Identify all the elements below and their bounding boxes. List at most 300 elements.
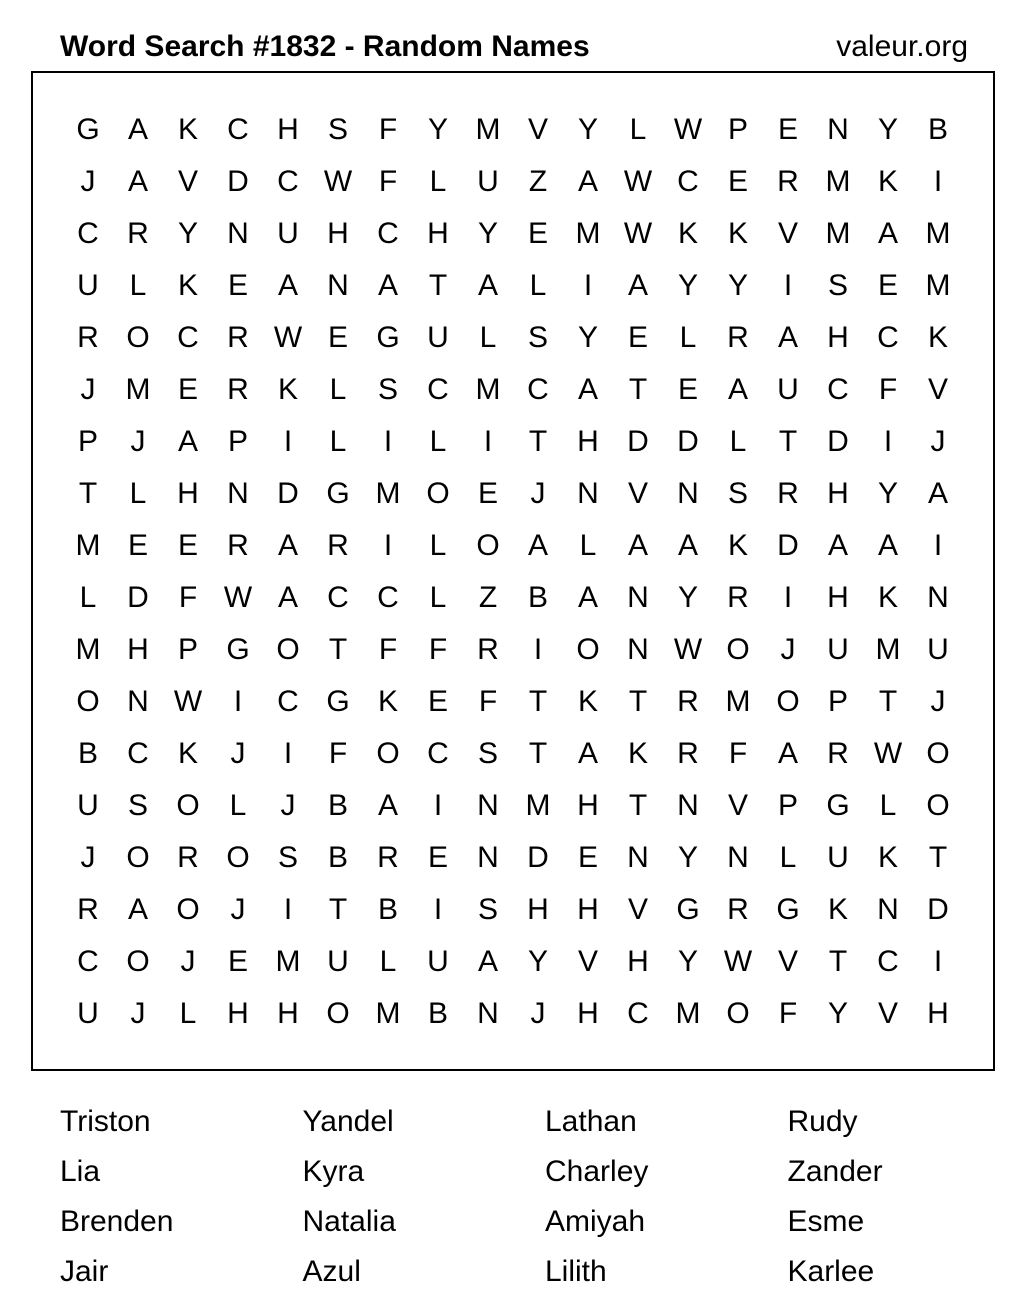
grid-letter[interactable]: I xyxy=(933,529,943,562)
grid-letter[interactable]: R xyxy=(727,893,749,926)
grid-letter[interactable]: A xyxy=(377,269,398,302)
grid-letter[interactable]: W xyxy=(273,321,303,354)
grid-letter[interactable]: I xyxy=(283,425,293,458)
grid-letter[interactable]: K xyxy=(877,841,898,874)
grid-letter[interactable]: N xyxy=(227,477,249,510)
grid-letter[interactable]: L xyxy=(229,789,247,822)
grid-letter[interactable]: M xyxy=(375,477,401,510)
grid-letter[interactable]: A xyxy=(277,269,298,302)
grid-letter[interactable]: L xyxy=(679,321,697,354)
grid-letter[interactable]: J xyxy=(930,685,946,718)
grid-letter[interactable]: L xyxy=(629,113,647,146)
grid-letter[interactable]: J xyxy=(80,841,96,874)
grid-letter[interactable]: L xyxy=(529,269,547,302)
grid-letter[interactable]: S xyxy=(127,789,148,822)
grid-letter[interactable]: O xyxy=(376,737,400,770)
grid-letter[interactable]: O xyxy=(776,685,800,718)
grid-letter[interactable]: M xyxy=(575,217,601,250)
grid-letter[interactable]: B xyxy=(77,737,98,770)
grid-letter[interactable]: V xyxy=(627,477,648,510)
grid-letter[interactable]: H xyxy=(127,633,149,666)
grid-letter[interactable]: C xyxy=(177,321,199,354)
grid-letter[interactable]: J xyxy=(780,633,796,666)
grid-letter[interactable]: H xyxy=(527,893,549,926)
grid-letter[interactable]: L xyxy=(579,529,597,562)
grid-letter[interactable]: Y xyxy=(727,269,748,302)
grid-letter[interactable]: N xyxy=(327,269,349,302)
grid-letter[interactable]: I xyxy=(933,165,943,198)
grid-letter[interactable]: L xyxy=(429,425,447,458)
grid-letter[interactable]: L xyxy=(329,373,347,406)
grid-letter[interactable]: Y xyxy=(827,997,848,1030)
grid-letter[interactable]: J xyxy=(180,945,196,978)
grid-letter[interactable]: A xyxy=(827,529,848,562)
grid-letter[interactable]: O xyxy=(176,893,200,926)
grid-letter[interactable]: T xyxy=(628,373,648,406)
grid-letter[interactable]: I xyxy=(383,425,393,458)
grid-letter[interactable]: A xyxy=(127,165,148,198)
grid-letter[interactable]: H xyxy=(627,945,649,978)
grid-letter[interactable]: Y xyxy=(527,945,548,978)
grid-letter[interactable]: H xyxy=(277,113,299,146)
grid-letter[interactable]: J xyxy=(230,737,246,770)
grid-letter[interactable]: C xyxy=(427,373,449,406)
grid-letter[interactable]: M xyxy=(925,269,951,302)
grid-letter[interactable]: L xyxy=(779,841,797,874)
grid-letter[interactable]: V xyxy=(727,789,748,822)
grid-letter[interactable]: C xyxy=(327,581,349,614)
grid-letter[interactable]: M xyxy=(275,945,301,978)
grid-letter[interactable]: I xyxy=(783,269,793,302)
grid-letter[interactable]: E xyxy=(477,477,498,510)
grid-letter[interactable]: O xyxy=(326,997,350,1030)
grid-letter[interactable]: E xyxy=(777,113,798,146)
grid-letter[interactable]: Y xyxy=(677,841,698,874)
grid-letter[interactable]: K xyxy=(577,685,598,718)
grid-letter[interactable]: E xyxy=(527,217,548,250)
grid-letter[interactable]: T xyxy=(328,633,348,666)
grid-letter[interactable]: N xyxy=(677,789,699,822)
grid-letter[interactable]: H xyxy=(327,217,349,250)
grid-letter[interactable]: Z xyxy=(528,165,548,198)
grid-letter[interactable]: C xyxy=(677,165,699,198)
grid-letter[interactable]: L xyxy=(129,269,147,302)
grid-letter[interactable]: O xyxy=(926,789,950,822)
grid-letter[interactable]: U xyxy=(77,269,99,302)
grid-letter[interactable]: K xyxy=(877,165,898,198)
grid-letter[interactable]: A xyxy=(477,269,498,302)
grid-letter[interactable]: V xyxy=(527,113,548,146)
grid-letter[interactable]: M xyxy=(375,997,401,1030)
grid-letter[interactable]: W xyxy=(323,165,353,198)
grid-letter[interactable]: F xyxy=(378,165,398,198)
grid-letter[interactable]: A xyxy=(677,529,698,562)
grid-letter[interactable]: L xyxy=(429,581,447,614)
grid-letter[interactable]: B xyxy=(527,581,548,614)
grid-letter[interactable]: H xyxy=(827,321,849,354)
grid-letter[interactable]: J xyxy=(130,425,146,458)
grid-letter[interactable]: R xyxy=(377,841,399,874)
grid-letter[interactable]: N xyxy=(627,841,649,874)
grid-letter[interactable]: W xyxy=(673,633,703,666)
grid-letter[interactable]: H xyxy=(177,477,199,510)
grid-letter[interactable]: H xyxy=(577,997,599,1030)
grid-letter[interactable]: J xyxy=(280,789,296,822)
grid-letter[interactable]: C xyxy=(377,581,399,614)
grid-letter[interactable]: G xyxy=(326,685,350,718)
grid-letter[interactable]: Z xyxy=(478,581,498,614)
grid-letter[interactable]: T xyxy=(528,737,548,770)
grid-letter[interactable]: S xyxy=(477,893,498,926)
grid-letter[interactable]: E xyxy=(427,685,448,718)
grid-letter[interactable]: M xyxy=(925,217,951,250)
grid-letter[interactable]: N xyxy=(827,113,849,146)
grid-letter[interactable]: R xyxy=(127,217,149,250)
grid-letter[interactable]: E xyxy=(677,373,698,406)
grid-letter[interactable]: F xyxy=(778,997,798,1030)
grid-letter[interactable]: M xyxy=(675,997,701,1030)
grid-letter[interactable]: E xyxy=(127,529,148,562)
grid-letter[interactable]: E xyxy=(227,269,248,302)
grid-letter[interactable]: O xyxy=(426,477,450,510)
grid-letter[interactable]: D xyxy=(127,581,149,614)
grid-letter[interactable]: T xyxy=(778,425,798,458)
grid-letter[interactable]: F xyxy=(728,737,748,770)
grid-letter[interactable]: T xyxy=(828,945,848,978)
grid-letter[interactable]: S xyxy=(527,321,548,354)
grid-letter[interactable]: V xyxy=(577,945,598,978)
grid-letter[interactable]: U xyxy=(277,217,299,250)
grid-letter[interactable]: U xyxy=(777,373,799,406)
grid-letter[interactable]: A xyxy=(777,737,798,770)
grid-letter[interactable]: S xyxy=(727,477,748,510)
grid-letter[interactable]: O xyxy=(276,633,300,666)
grid-letter[interactable]: N xyxy=(727,841,749,874)
grid-letter[interactable]: D xyxy=(777,529,799,562)
grid-letter[interactable]: C xyxy=(527,373,549,406)
grid-letter[interactable]: I xyxy=(933,945,943,978)
grid-letter[interactable]: I xyxy=(283,737,293,770)
grid-letter[interactable]: I xyxy=(883,425,893,458)
grid-letter[interactable]: F xyxy=(478,685,498,718)
grid-letter[interactable]: U xyxy=(77,789,99,822)
grid-letter[interactable]: U xyxy=(77,997,99,1030)
grid-letter[interactable]: T xyxy=(428,269,448,302)
grid-letter[interactable]: A xyxy=(177,425,198,458)
grid-letter[interactable]: O xyxy=(726,997,750,1030)
grid-letter[interactable]: D xyxy=(227,165,249,198)
grid-letter[interactable]: A xyxy=(277,581,298,614)
grid-letter[interactable]: K xyxy=(377,685,398,718)
grid-letter[interactable]: H xyxy=(227,997,249,1030)
grid-letter[interactable]: K xyxy=(177,113,198,146)
grid-letter[interactable]: R xyxy=(227,321,249,354)
grid-letter[interactable]: O xyxy=(926,737,950,770)
grid-letter[interactable]: D xyxy=(927,893,949,926)
grid-letter[interactable]: E xyxy=(877,269,898,302)
grid-letter[interactable]: G xyxy=(326,477,350,510)
grid-letter[interactable]: N xyxy=(477,841,499,874)
grid-letter[interactable]: F xyxy=(178,581,198,614)
grid-letter[interactable]: E xyxy=(577,841,598,874)
grid-letter[interactable]: V xyxy=(777,945,798,978)
grid-letter[interactable]: A xyxy=(277,529,298,562)
grid-letter[interactable]: B xyxy=(427,997,448,1030)
grid-letter[interactable]: M xyxy=(75,529,101,562)
grid-letter[interactable]: Y xyxy=(677,269,698,302)
grid-letter[interactable]: E xyxy=(427,841,448,874)
grid-letter[interactable]: N xyxy=(627,633,649,666)
grid-letter[interactable]: H xyxy=(827,581,849,614)
grid-letter[interactable]: K xyxy=(727,529,748,562)
grid-letter[interactable]: J xyxy=(530,997,546,1030)
grid-letter[interactable]: A xyxy=(477,945,498,978)
grid-letter[interactable]: C xyxy=(127,737,149,770)
grid-letter[interactable]: J xyxy=(930,425,946,458)
grid-letter[interactable]: O xyxy=(226,841,250,874)
grid-letter[interactable]: N xyxy=(477,997,499,1030)
grid-letter[interactable]: E xyxy=(327,321,348,354)
grid-letter[interactable]: L xyxy=(379,945,397,978)
grid-letter[interactable]: R xyxy=(77,893,99,926)
grid-letter[interactable]: K xyxy=(877,581,898,614)
grid-letter[interactable]: M xyxy=(825,217,851,250)
grid-letter[interactable]: L xyxy=(79,581,97,614)
grid-letter[interactable]: R xyxy=(777,165,799,198)
grid-letter[interactable]: K xyxy=(727,217,748,250)
grid-letter[interactable]: R xyxy=(677,685,699,718)
grid-letter[interactable]: D xyxy=(677,425,699,458)
grid-letter[interactable]: J xyxy=(80,165,96,198)
grid-letter[interactable]: I xyxy=(383,529,393,562)
grid-letter[interactable]: C xyxy=(827,373,849,406)
grid-letter[interactable]: M xyxy=(875,633,901,666)
grid-letter[interactable]: I xyxy=(783,581,793,614)
grid-letter[interactable]: S xyxy=(327,113,348,146)
grid-letter[interactable]: H xyxy=(577,789,599,822)
grid-letter[interactable]: J xyxy=(530,477,546,510)
grid-letter[interactable]: L xyxy=(429,165,447,198)
grid-letter[interactable]: I xyxy=(283,893,293,926)
grid-letter[interactable]: R xyxy=(777,477,799,510)
grid-letter[interactable]: A xyxy=(577,165,598,198)
grid-letter[interactable]: S xyxy=(477,737,498,770)
grid-letter[interactable]: R xyxy=(327,529,349,562)
grid-letter[interactable]: N xyxy=(577,477,599,510)
grid-letter[interactable]: F xyxy=(328,737,348,770)
grid-letter[interactable]: C xyxy=(427,737,449,770)
grid-letter[interactable]: O xyxy=(176,789,200,822)
grid-letter[interactable]: O xyxy=(476,529,500,562)
grid-letter[interactable]: W xyxy=(723,945,753,978)
grid-letter[interactable]: C xyxy=(227,113,249,146)
grid-letter[interactable]: O xyxy=(126,321,150,354)
grid-letter[interactable]: W xyxy=(173,685,203,718)
grid-letter[interactable]: R xyxy=(77,321,99,354)
grid-letter[interactable]: Y xyxy=(577,113,598,146)
grid-letter[interactable]: J xyxy=(80,373,96,406)
grid-letter[interactable]: H xyxy=(827,477,849,510)
grid-letter[interactable]: I xyxy=(483,425,493,458)
grid-letter[interactable]: A xyxy=(127,113,148,146)
grid-letter[interactable]: D xyxy=(527,841,549,874)
grid-letter[interactable]: A xyxy=(527,529,548,562)
grid-letter[interactable]: F xyxy=(378,633,398,666)
grid-letter[interactable]: A xyxy=(127,893,148,926)
grid-letter[interactable]: M xyxy=(725,685,751,718)
grid-letter[interactable]: I xyxy=(433,789,443,822)
grid-letter[interactable]: K xyxy=(177,737,198,770)
grid-letter[interactable]: N xyxy=(127,685,149,718)
grid-letter[interactable]: R xyxy=(827,737,849,770)
grid-letter[interactable]: H xyxy=(577,893,599,926)
grid-letter[interactable]: G xyxy=(76,113,100,146)
grid-letter[interactable]: O xyxy=(126,945,150,978)
grid-letter[interactable]: I xyxy=(433,893,443,926)
grid-letter[interactable]: D xyxy=(627,425,649,458)
grid-letter[interactable]: A xyxy=(727,373,748,406)
grid-letter[interactable]: T xyxy=(628,685,648,718)
grid-letter[interactable]: U xyxy=(827,633,849,666)
grid-letter[interactable]: Y xyxy=(427,113,448,146)
grid-letter[interactable]: O xyxy=(726,633,750,666)
grid-letter[interactable]: U xyxy=(927,633,949,666)
grid-letter[interactable]: C xyxy=(377,217,399,250)
grid-letter[interactable]: H xyxy=(277,997,299,1030)
grid-letter[interactable]: W xyxy=(623,165,653,198)
grid-letter[interactable]: F xyxy=(428,633,448,666)
grid-letter[interactable]: M xyxy=(525,789,551,822)
grid-letter[interactable]: R xyxy=(727,581,749,614)
grid-letter[interactable]: P xyxy=(227,425,248,458)
grid-letter[interactable]: L xyxy=(429,529,447,562)
grid-letter[interactable]: A xyxy=(577,373,598,406)
grid-letter[interactable]: S xyxy=(827,269,848,302)
grid-letter[interactable]: N xyxy=(627,581,649,614)
grid-letter[interactable]: T xyxy=(528,685,548,718)
grid-letter[interactable]: G xyxy=(826,789,850,822)
grid-letter[interactable]: J xyxy=(230,893,246,926)
grid-letter[interactable]: D xyxy=(827,425,849,458)
grid-letter[interactable]: C xyxy=(627,997,649,1030)
grid-letter[interactable]: U xyxy=(327,945,349,978)
grid-letter[interactable]: Y xyxy=(677,581,698,614)
grid-letter[interactable]: K xyxy=(927,321,948,354)
grid-letter[interactable]: N xyxy=(677,477,699,510)
grid-letter[interactable]: L xyxy=(479,321,497,354)
grid-letter[interactable]: A xyxy=(777,321,798,354)
grid-letter[interactable]: N xyxy=(227,217,249,250)
grid-letter[interactable]: O xyxy=(576,633,600,666)
grid-letter[interactable]: D xyxy=(277,477,299,510)
grid-letter[interactable]: K xyxy=(177,269,198,302)
grid-letter[interactable]: I xyxy=(233,685,243,718)
grid-letter[interactable]: J xyxy=(130,997,146,1030)
grid-letter[interactable]: M xyxy=(475,113,501,146)
grid-letter[interactable]: L xyxy=(179,997,197,1030)
grid-letter[interactable]: F xyxy=(378,113,398,146)
grid-letter[interactable]: T xyxy=(328,893,348,926)
grid-letter[interactable]: P xyxy=(77,425,98,458)
grid-letter[interactable]: V xyxy=(627,893,648,926)
grid-letter[interactable]: K xyxy=(627,737,648,770)
grid-letter[interactable]: K xyxy=(277,373,298,406)
grid-letter[interactable]: E xyxy=(177,373,198,406)
grid-letter[interactable]: W xyxy=(623,217,653,250)
grid-letter[interactable]: G xyxy=(376,321,400,354)
grid-letter[interactable]: L xyxy=(879,789,897,822)
grid-letter[interactable]: I xyxy=(583,269,593,302)
grid-letter[interactable]: S xyxy=(377,373,398,406)
grid-letter[interactable]: K xyxy=(677,217,698,250)
grid-letter[interactable]: H xyxy=(927,997,949,1030)
grid-letter[interactable]: V xyxy=(177,165,198,198)
grid-letter[interactable]: A xyxy=(577,581,598,614)
grid-letter[interactable]: Y xyxy=(877,477,898,510)
grid-letter[interactable]: C xyxy=(277,685,299,718)
grid-letter[interactable]: Y xyxy=(877,113,898,146)
grid-letter[interactable]: H xyxy=(427,217,449,250)
grid-letter[interactable]: W xyxy=(873,737,903,770)
grid-letter[interactable]: B xyxy=(327,789,348,822)
grid-letter[interactable]: I xyxy=(533,633,543,666)
grid-letter[interactable]: G xyxy=(676,893,700,926)
grid-letter[interactable]: R xyxy=(177,841,199,874)
grid-letter[interactable]: R xyxy=(227,373,249,406)
grid-letter[interactable]: C xyxy=(877,321,899,354)
grid-letter[interactable]: A xyxy=(627,269,648,302)
grid-letter[interactable]: A xyxy=(877,217,898,250)
grid-letter[interactable]: U xyxy=(827,841,849,874)
grid-letter[interactable]: N xyxy=(927,581,949,614)
grid-letter[interactable]: G xyxy=(226,633,250,666)
grid-letter[interactable]: L xyxy=(129,477,147,510)
grid-letter[interactable]: M xyxy=(475,373,501,406)
grid-letter[interactable]: W xyxy=(223,581,253,614)
grid-letter[interactable]: M xyxy=(75,633,101,666)
grid-letter[interactable]: T xyxy=(528,425,548,458)
grid-letter[interactable]: B xyxy=(377,893,398,926)
grid-letter[interactable]: U xyxy=(427,321,449,354)
grid-letter[interactable]: P xyxy=(827,685,848,718)
grid-letter[interactable]: O xyxy=(76,685,100,718)
grid-letter[interactable]: V xyxy=(927,373,948,406)
grid-letter[interactable]: S xyxy=(277,841,298,874)
grid-letter[interactable]: U xyxy=(427,945,449,978)
grid-letter[interactable]: A xyxy=(627,529,648,562)
grid-letter[interactable]: G xyxy=(776,893,800,926)
grid-letter[interactable]: M xyxy=(125,373,151,406)
grid-letter[interactable]: P xyxy=(177,633,198,666)
grid-letter[interactable]: T xyxy=(928,841,948,874)
grid-letter[interactable]: N xyxy=(877,893,899,926)
grid-letter[interactable]: V xyxy=(777,217,798,250)
grid-letter[interactable]: C xyxy=(277,165,299,198)
grid-letter[interactable]: A xyxy=(877,529,898,562)
grid-letter[interactable]: P xyxy=(727,113,748,146)
grid-letter[interactable]: A xyxy=(377,789,398,822)
grid-letter[interactable]: U xyxy=(477,165,499,198)
grid-letter[interactable]: L xyxy=(329,425,347,458)
grid-letter[interactable]: H xyxy=(577,425,599,458)
grid-letter[interactable]: Y xyxy=(577,321,598,354)
grid-letter[interactable]: T xyxy=(878,685,898,718)
grid-letter[interactable]: W xyxy=(673,113,703,146)
grid-letter[interactable]: F xyxy=(878,373,898,406)
grid-letter[interactable]: A xyxy=(577,737,598,770)
grid-letter[interactable]: N xyxy=(477,789,499,822)
grid-letter[interactable]: R xyxy=(727,321,749,354)
